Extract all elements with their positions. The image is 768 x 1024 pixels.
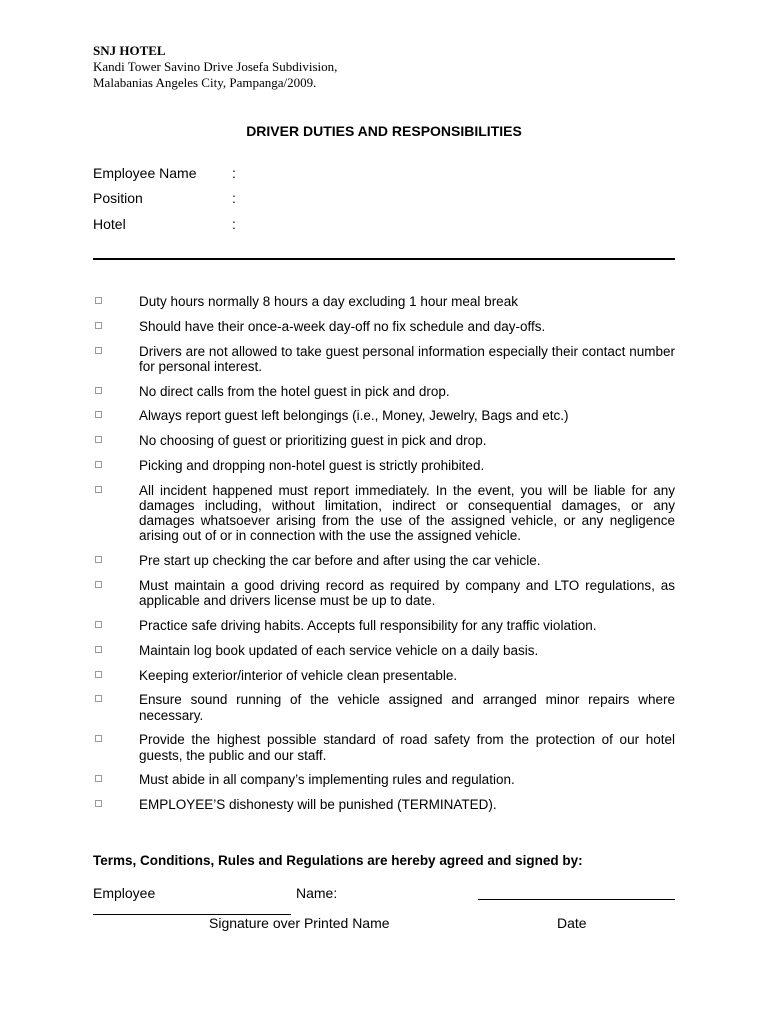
duty-text: Keeping exterior/interior of vehicle clean presentable. [139, 667, 458, 683]
checkbox-icon [95, 646, 102, 653]
checkbox-icon [95, 411, 102, 418]
checkbox-icon [95, 621, 102, 628]
checkbox-icon [95, 671, 102, 678]
info-label: Position [93, 190, 143, 206]
duty-item [93, 319, 675, 334]
checkbox-icon [95, 486, 102, 493]
checkbox-icon [95, 735, 102, 742]
duty-text: EMPLOYEE’S dishonesty will be punished (TERMINATED). [139, 797, 497, 813]
duty-text: Ensure sound running of the vehicle assigned and arranged minor repairs where necessary. [139, 692, 675, 723]
duty-text: Must maintain a good driving record as required by company and LTO regulations, as applicable and drivers license must be up to date. [139, 577, 675, 609]
checkbox-icon [95, 387, 102, 394]
hotel-name: SNJ HOTEL [93, 43, 166, 58]
checkbox-icon [95, 297, 102, 304]
info-label: Employee Name [93, 165, 197, 181]
duty-text: Drivers are not allowed to take guest personal information especially their contact number for personal interest. [139, 343, 675, 374]
duty-text: No direct calls from the hotel guest in pick and drop. [139, 383, 450, 399]
checkbox-icon [95, 556, 102, 563]
info-row-employee-name [93, 165, 236, 181]
date-line [478, 899, 675, 900]
checkbox-icon [95, 695, 102, 702]
checkbox-icon [95, 436, 102, 443]
duty-item [93, 294, 675, 309]
duty-item [93, 797, 675, 812]
info-label: Hotel [93, 216, 126, 232]
duty-item [93, 408, 675, 423]
info-colon: : [232, 190, 236, 206]
duty-text: Practice safe driving habits. Accepts full responsibility for any traffic violation. [139, 617, 597, 633]
duty-item [93, 772, 675, 787]
duty-item [93, 483, 675, 544]
agreement-statement: Terms, Conditions, Rules and Regulations are hereby agreed and signed by: [93, 853, 583, 868]
info-row-position [93, 190, 236, 206]
checkbox-icon [95, 322, 102, 329]
duty-text: No choosing of guest or prioritizing guest in pick and drop. [139, 433, 487, 449]
signature-caption: Signature over Printed Name [209, 915, 390, 931]
duty-item [93, 458, 675, 473]
checkbox-icon [95, 461, 102, 468]
duty-text: Picking and dropping non-hotel guest is strictly prohibited. [139, 457, 485, 473]
duty-text: Duty hours normally 8 hours a day excluding 1 hour meal break [139, 294, 518, 309]
duty-item [93, 692, 675, 722]
duty-item [93, 384, 675, 399]
name-label: Name: [296, 885, 338, 901]
duties-list [93, 294, 675, 822]
duty-item [93, 344, 675, 374]
hotel-address-line-2: Malabanias Angeles City, Pampanga/2009. [93, 75, 317, 90]
duty-item [93, 553, 675, 568]
checkbox-icon [95, 800, 102, 807]
duty-item [93, 578, 675, 608]
duty-text: Always report guest left belongings (i.e., Money, Jewelry, Bags and etc.) [139, 408, 569, 424]
duty-text: Pre start up checking the car before and after using the car vehicle. [139, 553, 541, 569]
duty-item [93, 433, 675, 448]
checkbox-icon [95, 581, 102, 588]
duty-item [93, 618, 675, 633]
duty-item [93, 732, 675, 762]
duty-text: Provide the highest possible standard of road safety from the protection of our hotel guests, the public and our staff. [139, 732, 675, 763]
duty-text: All incident happened must report immediately. In the event, you will be liable for any damages including, without limitation, indirect or consequential damages, or any damages whatsoever arising from the use of the assigned vehicle, or any negligence arising out of or in connection with the use the assigned vehicle. [139, 482, 675, 544]
document-title: DRIVER DUTIES AND RESPONSIBILITIES [246, 123, 522, 139]
info-colon: : [232, 216, 236, 232]
info-colon: : [232, 165, 236, 181]
duty-item [93, 643, 675, 658]
hotel-header [93, 43, 337, 91]
info-row-hotel [93, 216, 236, 232]
header-divider [93, 258, 675, 260]
duty-text: Should have their once-a-week day-off no fix schedule and day-offs. [139, 318, 546, 334]
checkbox-icon [95, 775, 102, 782]
duty-text: Maintain log book updated of each service vehicle on a daily basis. [139, 642, 539, 658]
duty-item [93, 668, 675, 683]
hotel-address-line-1: Kandi Tower Savino Drive Josefa Subdivision, [93, 59, 338, 74]
checkbox-icon [95, 347, 102, 354]
employee-label: Employee [93, 885, 156, 901]
duty-text: Must abide in all company’s implementing rules and regulation. [139, 772, 515, 788]
date-caption: Date [557, 915, 587, 931]
